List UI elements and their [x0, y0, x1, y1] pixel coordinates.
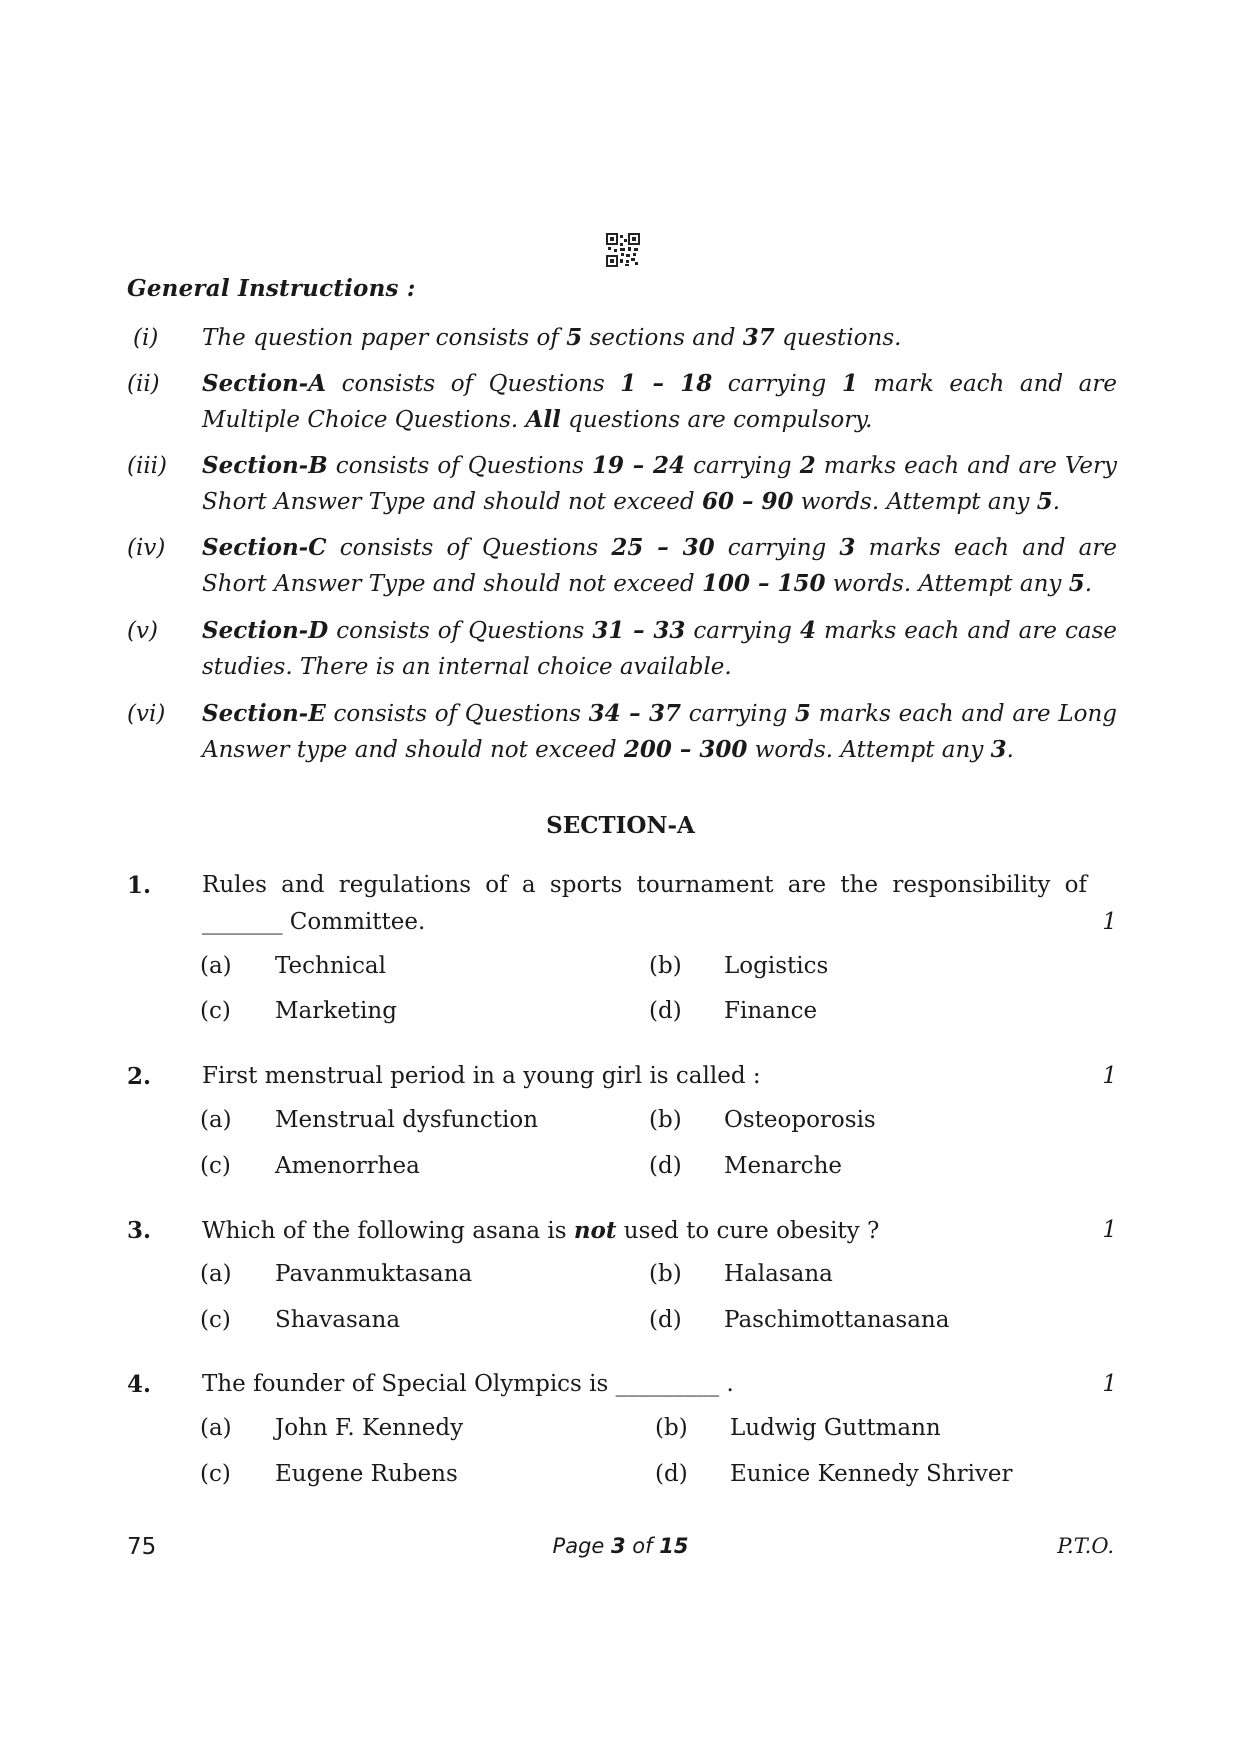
instruction-emphasis: Section-C	[202, 534, 327, 561]
instruction-item	[127, 320, 1117, 356]
qr-code-icon	[606, 233, 640, 267]
question-text	[202, 867, 1087, 941]
pto-label: P.T.O.	[1057, 1534, 1114, 1558]
question-4	[127, 1366, 1117, 1403]
instruction-emphasis: 5	[1036, 488, 1053, 515]
instruction-segment: sections and	[582, 325, 743, 351]
instruction-emphasis: 34 – 37	[588, 700, 682, 727]
instruction-segment: .	[1052, 489, 1061, 515]
instruction-number: (i)	[133, 325, 159, 351]
instruction-item	[127, 366, 1117, 438]
instruction-emphasis: Section-A	[202, 370, 327, 397]
instruction-emphasis: 200 – 300	[623, 736, 748, 763]
instruction-emphasis: 5	[794, 700, 811, 727]
question-number: 4.	[127, 1371, 152, 1398]
instruction-segment: words. Attempt any	[793, 489, 1037, 515]
question-text: The founder of Special Olympics is _________ .	[202, 1371, 734, 1397]
instruction-item	[127, 530, 1117, 602]
general-instructions-title: General Instructions :	[127, 275, 416, 302]
instruction-item	[127, 613, 1117, 685]
instruction-segment: .	[1006, 737, 1014, 763]
instruction-emphasis: 2	[799, 452, 816, 479]
instruction-segment: carrying	[714, 535, 840, 561]
instruction-segment: carrying	[685, 618, 800, 644]
question-3	[127, 1212, 1117, 1249]
instruction-emphasis: 37	[742, 324, 775, 351]
instruction-emphasis: 19 – 24	[592, 452, 686, 479]
instruction-item	[127, 696, 1117, 768]
instruction-text	[202, 696, 1117, 768]
instruction-segment: consists of Questions	[328, 618, 593, 644]
instruction-segment: words. Attempt any	[747, 737, 991, 763]
instruction-segment: consists of Questions	[326, 371, 621, 397]
instruction-text	[202, 530, 1117, 602]
instruction-segment: mark each and are Multiple Choice Questions.	[202, 371, 1118, 433]
instruction-number: (vi)	[127, 701, 166, 727]
instruction-segment: carrying	[681, 701, 795, 727]
question-line: _______ Committee.	[202, 909, 426, 935]
instruction-emphasis: 1 – 18	[620, 370, 713, 397]
question-marks: 1	[1102, 1371, 1117, 1397]
instruction-emphasis: 25 – 30	[611, 534, 715, 561]
instruction-emphasis: Section-B	[202, 452, 328, 479]
instruction-text	[202, 448, 1117, 520]
question-line: Rules and regulations of a sports tournament are the responsibility of	[202, 872, 1087, 898]
instruction-emphasis: Section-D	[202, 617, 329, 644]
instruction-number: (ii)	[127, 371, 160, 397]
instruction-segment: questions.	[774, 325, 902, 351]
instruction-number: (iii)	[127, 453, 168, 479]
instruction-number: (iv)	[127, 535, 166, 561]
instruction-text	[202, 613, 1117, 685]
instruction-segment: consists of Questions	[327, 453, 593, 479]
question-number: 2.	[127, 1063, 152, 1090]
page-number: Page 3 of 15	[552, 1534, 689, 1558]
instruction-segment: marks each and are Very Short Answer Type and should not exceed	[202, 453, 1118, 515]
question-2	[127, 1058, 1117, 1095]
instruction-segment: questions are compulsory.	[560, 407, 873, 433]
question-marks: 1	[1102, 909, 1117, 935]
instruction-emphasis: 5	[1068, 570, 1085, 597]
question-marks: 1	[1102, 1217, 1117, 1243]
instruction-segment: words. Attempt any	[825, 571, 1069, 597]
instruction-item	[127, 448, 1117, 520]
question-number: 1.	[127, 872, 152, 899]
question-marks: 1	[1102, 1063, 1117, 1089]
instruction-emphasis: 31 – 33	[592, 617, 686, 644]
instruction-number: (v)	[127, 618, 158, 644]
instruction-emphasis: All	[525, 406, 561, 433]
question-text: Which of the following asana is not used to cure obesity ?	[202, 1217, 880, 1244]
instruction-emphasis: 1	[841, 370, 858, 397]
instruction-segment: carrying	[685, 453, 800, 479]
instruction-segment: The question paper consists of	[202, 325, 567, 351]
instruction-emphasis: 3	[839, 534, 856, 561]
question-1	[127, 867, 1117, 941]
instruction-emphasis: Section-E	[202, 700, 326, 727]
instruction-text	[202, 320, 1117, 356]
instruction-segment: marks each and are Short Answer Type and should not exceed	[202, 535, 1117, 597]
instruction-emphasis: 3	[990, 736, 1007, 763]
instruction-segment: marks each and are case studies. There is an internal choice available.	[202, 618, 1118, 680]
question-text: First menstrual period in a young girl is called :	[202, 1063, 761, 1089]
instruction-segment: consists of Questions	[325, 701, 589, 727]
instruction-emphasis: 100 – 150	[701, 570, 826, 597]
instruction-emphasis: 60 – 90	[701, 488, 794, 515]
question-number: 3.	[127, 1217, 152, 1244]
paper-code: 75	[127, 1534, 157, 1560]
instruction-segment: carrying	[712, 371, 842, 397]
instruction-segment: marks each and are Long Answer type and should not exceed	[202, 701, 1118, 763]
section-heading: SECTION-A	[546, 812, 695, 839]
instruction-text	[202, 366, 1117, 438]
instruction-segment: .	[1084, 571, 1093, 597]
instruction-emphasis: 5	[566, 324, 583, 351]
instruction-segment: consists of Questions	[326, 535, 612, 561]
instruction-emphasis: 4	[799, 617, 816, 644]
